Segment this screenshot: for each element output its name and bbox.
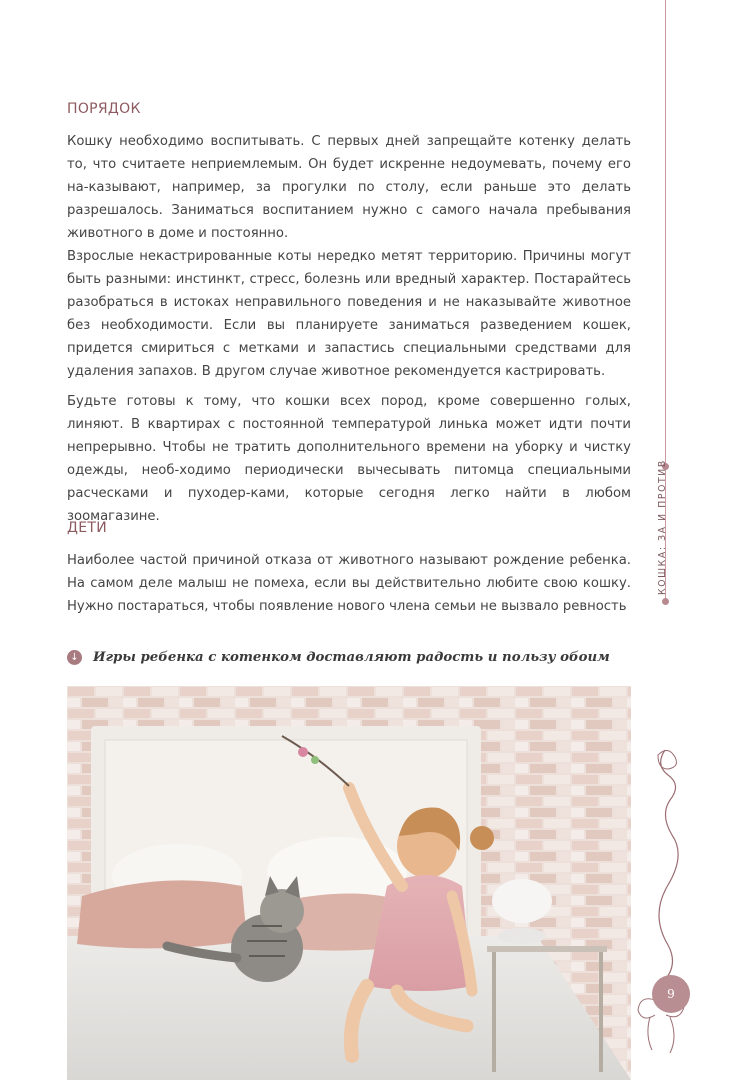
ribbon-ornament	[630, 745, 690, 1065]
page-number: 9	[652, 975, 690, 1013]
section-heading-children: ДЕТИ	[67, 520, 108, 536]
paragraph: Наиболее частой причиной отказа от животного называют рождение ребенка. На самом деле малыш не помеха, если вы действительно любите свою кошку. Нужно постараться, чтобы появление нового члена семьи не вызвало ревность	[67, 553, 631, 614]
running-title: КОШКА: ЗА И ПРОТИВ	[657, 459, 668, 595]
paragraph: Будьте готовы к тому, что кошки всех пород, кроме совершенно голых, линяют. В квартирах с постоянной температурой линька может идти почти непрерывно. Чтобы не тратить дополнительного времени на уборку и чистку одежды, необ-ходимо периодически вычесывать питомца специальными расческами и пуходер-ками, которые сегодня легко найти в любом зоомагазине.	[67, 394, 631, 524]
side-dot	[662, 598, 669, 605]
caption-text: Игры ребенка с котенком доставляют радость и пользу обоим	[93, 650, 610, 665]
photo-caption	[67, 650, 610, 665]
section-heading-order: ПОРЯДОК	[67, 101, 141, 117]
arrow-down-circle-icon: ↓	[67, 650, 82, 665]
photo-child-with-kitten	[67, 686, 631, 1080]
paragraph: Взрослые некастрированные коты нередко метят территорию. Причины могут быть разными: инстинкт, стресс, болезнь или вредный характер. Постарайтесь разобраться в истоках неправильного поведения и не наказывайте животное без необходимости. Если вы планируете заниматься разведением кошек, придется смириться с метками и запастись специальными средствами для удаления запахов. В другом случае животное рекомендуется кастрировать.	[67, 249, 631, 379]
paragraph: Кошку необходимо воспитывать. С первых дней запрещайте котенку делать то, что считаете неприемлемым. Он будет искренне недоумевать, почему его на-казывают, например, за прогулки по столу, если раньше это делать разрешалось. Заниматься воспитанием нужно с самого начала пребывания животного в доме и постоянно.	[67, 134, 631, 241]
